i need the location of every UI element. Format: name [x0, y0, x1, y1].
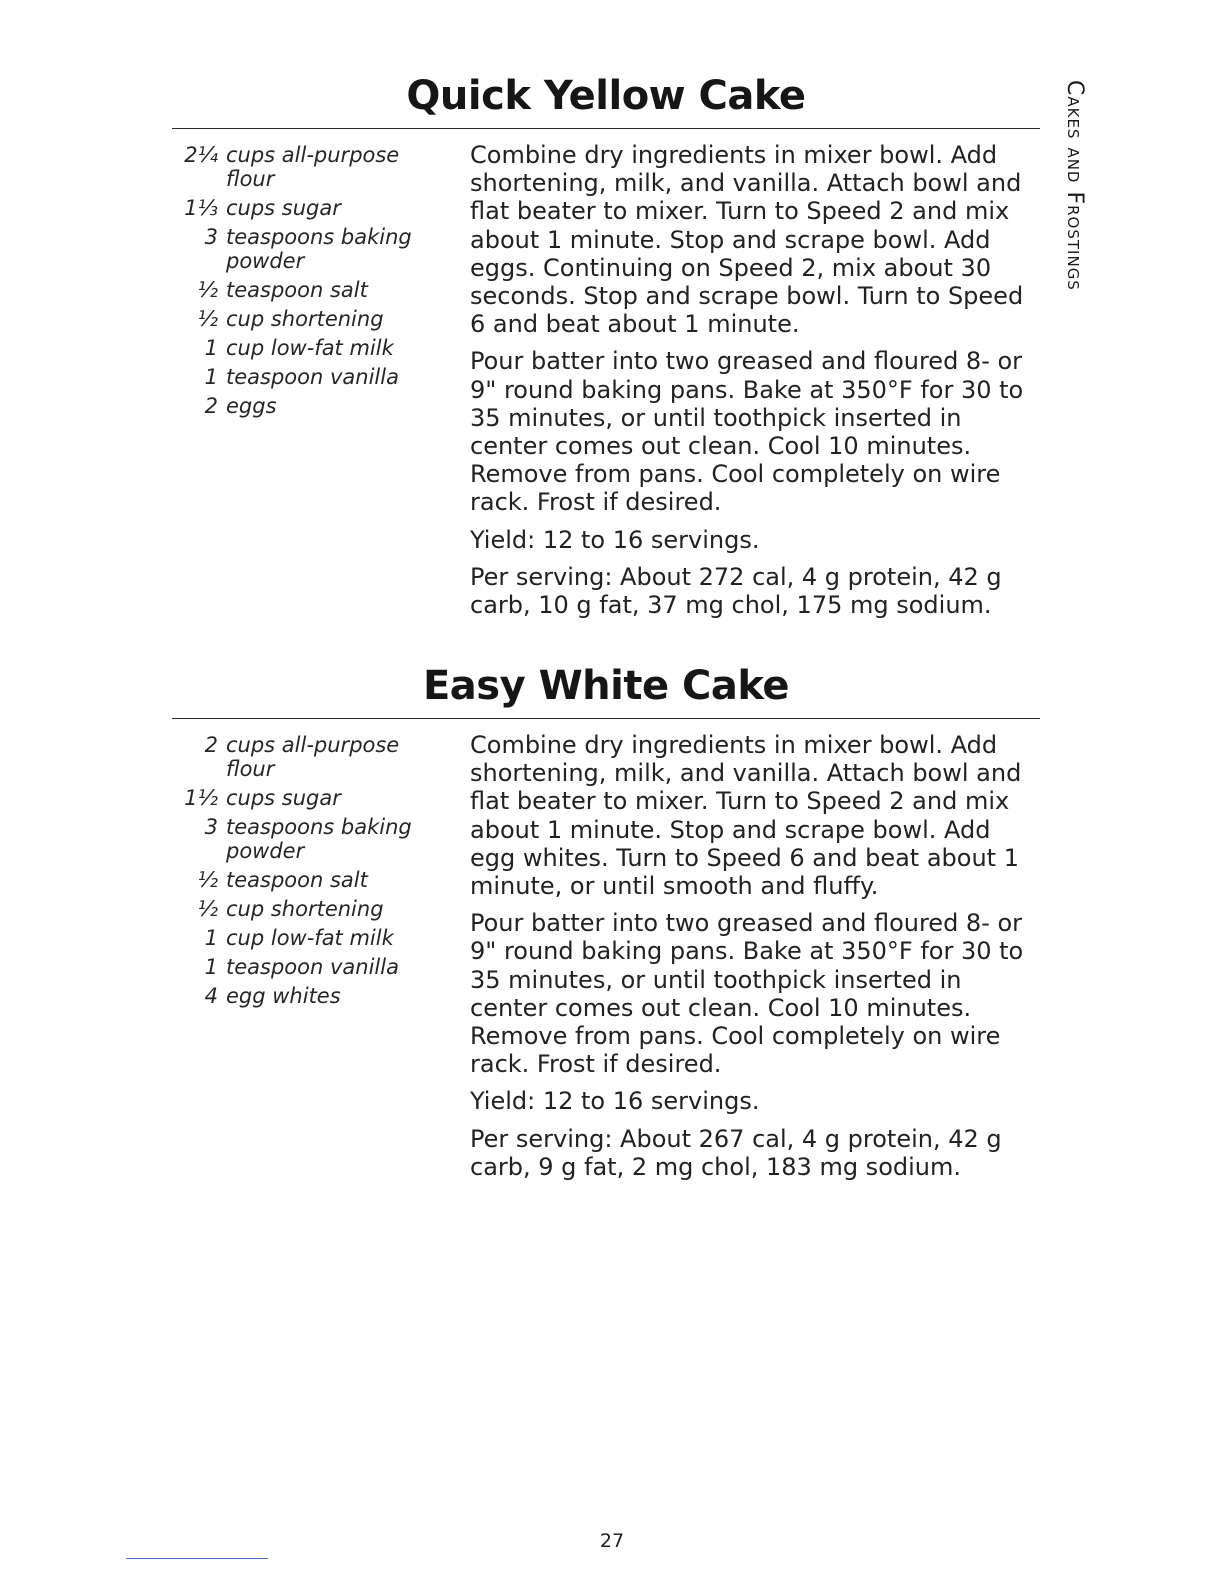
section-label: Cakes and Frostings	[1062, 80, 1087, 291]
ingredient-item: eggs	[226, 394, 277, 418]
yield: Yield: 12 to 16 servings.	[470, 525, 760, 554]
ingredient	[172, 336, 442, 360]
ingredient-qty: 1	[204, 926, 218, 950]
footer-rule	[126, 1558, 268, 1559]
ingredient-item: cups all-purpose flour	[226, 733, 400, 781]
recipe-easy-white-cake	[172, 660, 1040, 1181]
ingredient-item: teaspoon salt	[226, 278, 368, 302]
instructions-paragraph: Combine dry ingredients in mixer bowl. Add shortening, milk, and vanilla. Attach bowl and flat beater to mixer. Turn to Speed 2 and mix about 1 minute. Stop and scrape bowl. Add eggs. Continuing on Speed 2, mix about 30 seconds. Stop and scrape bowl. Turn to Speed 6 and beat about 1 minute.	[470, 141, 1024, 339]
section-side-tab	[1060, 80, 1090, 360]
ingredient-item: cups all-purpose flour	[226, 143, 400, 191]
ingredient-qty: 1	[204, 365, 218, 389]
recipe-title: Easy White Cake	[422, 663, 790, 709]
ingredient-qty: 3	[204, 225, 218, 249]
recipe-title: Quick Yellow Cake	[406, 73, 806, 119]
ingredient-item: cup shortening	[226, 897, 384, 921]
ingredient-list	[172, 143, 442, 423]
ingredient-item: cup low-fat milk	[226, 336, 394, 360]
ingredient	[172, 196, 442, 220]
ingredient	[172, 143, 442, 191]
ingredient	[172, 815, 442, 863]
ingredient-qty: 1½	[184, 786, 218, 810]
instructions-paragraph: Pour batter into two greased and floured 8- or 9" round baking pans. Bake at 350°F for 30 to 35 minutes, or until toothpick inserted in center comes out clean. Cool 10 minutes. Remove from pans. Cool completely on wire rack. Frost if desired.	[470, 347, 1024, 517]
ingredient-item: teaspoon vanilla	[226, 365, 399, 389]
ingredient	[172, 926, 442, 950]
ingredient-item: egg whites	[226, 984, 341, 1008]
ingredient	[172, 868, 442, 892]
ingredient-item: teaspoons baking powder	[226, 225, 412, 273]
ingredient-list	[172, 733, 442, 1013]
ingredient	[172, 307, 442, 331]
method	[470, 141, 1040, 628]
ingredient-qty: 1	[204, 336, 218, 360]
ingredient	[172, 984, 442, 1008]
ingredient-qty: 3	[204, 815, 218, 839]
ingredient	[172, 365, 442, 389]
page-number: 27	[599, 1530, 625, 1552]
recipe-quick-yellow-cake	[172, 70, 1040, 620]
ingredient-qty: ½	[197, 278, 218, 302]
ingredient	[172, 394, 442, 418]
ingredient-item: cups sugar	[226, 786, 341, 810]
ingredient-qty: ½	[197, 307, 218, 331]
ingredient-item: cup low-fat milk	[226, 926, 394, 950]
ingredient	[172, 278, 442, 302]
ingredient-qty: ½	[197, 868, 218, 892]
method	[470, 731, 1040, 1190]
ingredient	[172, 733, 442, 781]
title-rule	[172, 718, 1040, 719]
ingredient	[172, 786, 442, 810]
ingredient-qty: 4	[204, 984, 218, 1008]
instructions-paragraph: Combine dry ingredients in mixer bowl. Add shortening, milk, and vanilla. Attach bowl and flat beater to mixer. Turn to Speed 2 and mix about 1 minute. Stop and scrape bowl. Add egg whites. Turn to Speed 6 and beat about 1 minute, or until smooth and fluffy.	[470, 731, 1022, 901]
ingredient-qty: 1	[204, 955, 218, 979]
ingredient-qty: 2¼	[184, 143, 218, 167]
ingredient-qty: 2	[204, 733, 218, 757]
nutrition: Per serving: About 267 cal, 4 g protein, 42 g carb, 9 g fat, 2 mg chol, 183 mg sodium.	[470, 1124, 1002, 1181]
yield: Yield: 12 to 16 servings.	[470, 1087, 760, 1116]
ingredient-qty: 2	[204, 394, 218, 418]
nutrition: Per serving: About 272 cal, 4 g protein, 42 g carb, 10 g fat, 37 mg chol, 175 mg sodium.	[470, 562, 1002, 620]
ingredient-item: teaspoon vanilla	[226, 955, 399, 979]
ingredient-item: cups sugar	[226, 196, 341, 220]
ingredient	[172, 955, 442, 979]
ingredient-item: teaspoons baking powder	[226, 815, 412, 863]
title-rule	[172, 128, 1040, 129]
instructions-paragraph: Pour batter into two greased and floured 8- or 9" round baking pans. Bake at 350°F for 30 to 35 minutes, or until toothpick inserted in center comes out clean. Cool 10 minutes. Remove from pans. Cool completely on wire rack. Frost if desired.	[470, 909, 1024, 1079]
ingredient-item: teaspoon salt	[226, 868, 368, 892]
ingredient-item: cup shortening	[226, 307, 384, 331]
ingredient	[172, 225, 442, 273]
ingredient	[172, 897, 442, 921]
ingredient-qty: ½	[197, 897, 218, 921]
ingredient-qty: 1⅓	[184, 196, 218, 220]
